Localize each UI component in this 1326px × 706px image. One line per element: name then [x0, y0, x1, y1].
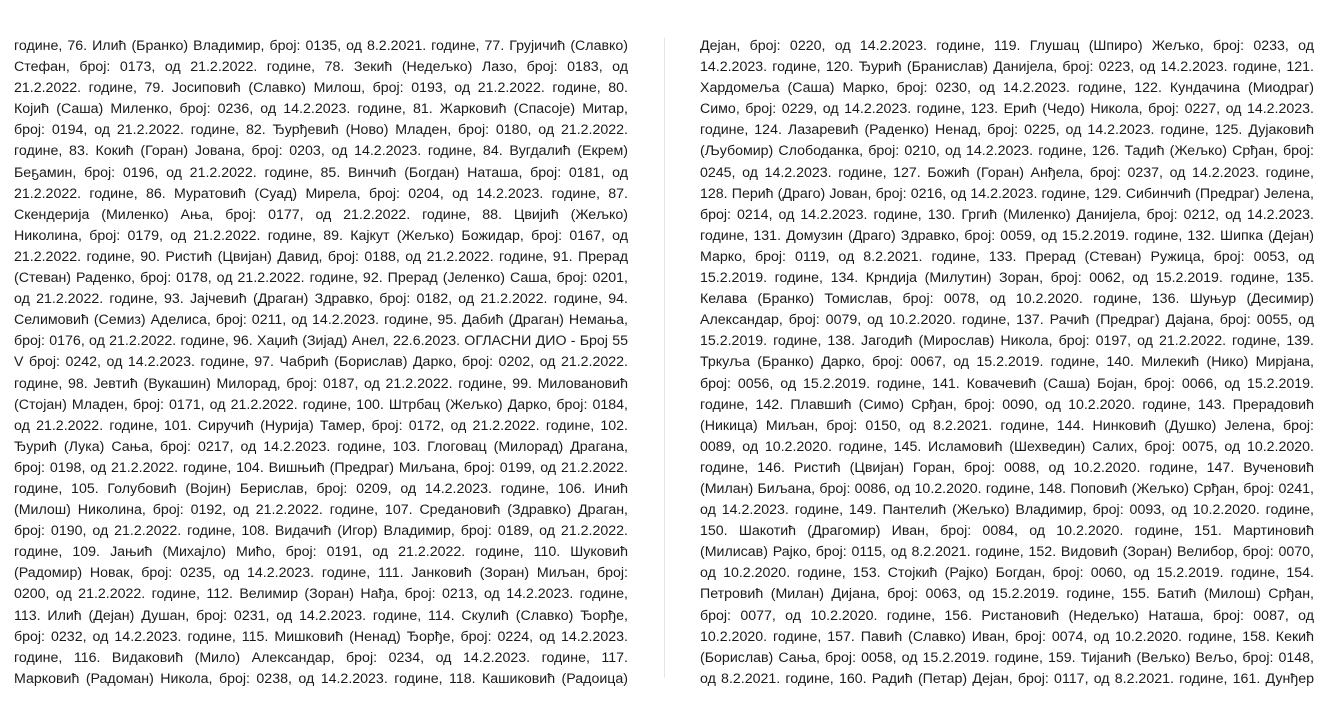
text-line: од 8.2.2021. године, 160. Радић (Петар) Дејан, број: 0117, од 8.2.2021. године, 161. Дунђер	[700, 670, 1314, 687]
text-line: (Милош) Николина, број: 0192, од 21.2.2022. године, 107. Средановић (Здравко) Драган,	[14, 502, 628, 519]
text-line: Николина, број: 0179, од 21.2.2022. године, 89. Кајкут (Жељко) Божидар, број: 0167, од	[14, 227, 628, 244]
text-line: Којић (Саша) Миленко, број: 0236, од 14.2.2023. године, 81. Жарковић (Спасоје) Митар,	[14, 101, 628, 118]
text-line: (Милан) Биљана, број: 0086, од 10.2.2020. године, 148. Поповић (Жељко) Срђан, број: 0241,	[700, 480, 1314, 497]
text-line: 0200, од 21.2.2022. године, 112. Велимир (Зоран) Нађа, број: 0213, од 14.2.2023. године,	[14, 586, 628, 603]
text-line: (Стојан) Младен, број: 0171, од 21.2.2022. године, 100. Штрбац (Жељко) Дарко, број: 0184,	[14, 396, 628, 413]
text-line: 150. Шакотић (Драгомир) Иван, број: 0084, од 10.2.2020. године, 151. Мартиновић	[700, 523, 1314, 540]
text-line: број: 0232, од 14.2.2023. године, 115. Мишковић (Ненад) Ђорђе, број: 0224, од 14.2.2023.	[14, 628, 628, 645]
text-line: број: 0176, од 21.2.2022. године, 96. Хаџић (Зијад) Анел, 22.6.2023. ОГЛАСНИ ДИО - Број 55	[14, 333, 628, 350]
text-line: (Љубомир) Слободанка, број: 0210, од 14.2.2023. године, 126. Тадић (Жељко) Срђан, број:	[700, 143, 1314, 160]
text-line: (Милисав) Рајко, број: 0115, од 8.2.2021. године, 152. Видовић (Зоран) Велибор, број: 0070,	[700, 544, 1314, 561]
text-line: (Борислав) Сања, број: 0058, од 15.2.2019. године, 159. Тијанић (Вељко) Вељо, број: 0148,	[700, 649, 1314, 666]
text-line: Петровић (Милан) Дијана, број: 0063, од 15.2.2019. године, 155. Батић (Милош) Срђан,	[700, 586, 1314, 603]
text-line: Скендерија (Миленко) Ања, број: 0177, од 21.2.2022. године, 88. Цвијић (Жељко)	[14, 206, 628, 223]
text-line: 113. Илић (Дејан) Душан, број: 0231, од 14.2.2023. године, 114. Скулић (Славко) Ђорђе,	[14, 607, 628, 624]
text-line: 15.2.2019. године, 134. Крндија (Милутин) Зоран, број: 0062, од 15.2.2019. године, 135.	[700, 270, 1314, 287]
text-line: од 10.2.2020. године, 153. Стојкић (Рајко) Богдан, број: 0060, од 15.2.2019. године, 154.	[700, 565, 1314, 582]
text-line: број: 0194, од 21.2.2022. године, 82. Ђурђевић (Ново) Младен, број: 0180, од 21.2.2022.	[14, 122, 628, 139]
right-text-column	[700, 36, 1314, 690]
text-line: број: 0198, од 21.2.2022. године, 104. Вишњић (Предраг) Миљана, број: 0199, од 21.2.2022.	[14, 459, 628, 476]
text-line: године, 124. Лазаревић (Раденко) Ненад, број: 0225, од 14.2.2023. године, 125. Дујаковић	[700, 122, 1314, 139]
text-line: (Стеван) Раденко, број: 0178, од 21.2.2022. године, 92. Прерад (Јеленко) Саша, број: 0201,	[14, 270, 628, 287]
text-line: године, 83. Кокић (Горан) Јована, број: 0203, од 14.2.2023. године, 84. Вугдалић (Екрем)	[14, 143, 628, 160]
text-line: Беҕамин, број: 0196, од 21.2.2022. године, 85. Винчић (Богдан) Наташа, број: 0181, од	[14, 164, 628, 181]
text-line: Ђурић (Лука) Сања, број: 0217, од 14.2.2023. године, 103. Глоговац (Милорад) Драгана,	[14, 438, 628, 455]
text-line: Александар, број: 0079, од 10.2.2020. године, 137. Рачић (Предраг) Дајана, број: 0055, од	[700, 312, 1314, 329]
column-divider	[664, 38, 665, 678]
text-line: 15.2.2019. године, 138. Јагодић (Мирослав) Никола, број: 0197, од 21.2.2022. године, 139.	[700, 333, 1314, 350]
text-line: Дејан, број: 0220, од 14.2.2023. године, 119. Глушац (Шпиро) Жељко, број: 0233, од	[700, 38, 1314, 54]
text-line: 21.2.2022. године, 79. Јосиповић (Славко) Милош, број: 0193, од 21.2.2022. године, 80.	[14, 80, 628, 97]
left-text-column	[14, 36, 628, 690]
text-line: од 21.2.2022. године, 101. Сиручић (Нурија) Тамер, број: 0172, од 21.2.2022. године, 102.	[14, 417, 628, 434]
text-line: Келава (Бранко) Томислав, број: 0078, од 10.2.2020. године, 136. Шуњур (Десимир)	[700, 291, 1314, 308]
text-line: године, 142. Плавшић (Симо) Срђан, број: 0090, од 10.2.2020. године, 143. Прерадовић	[700, 396, 1314, 413]
text-line: 21.2.2022. године, 90. Ристић (Цвијан) Давид, број: 0188, од 21.2.2022. године, 91. Прерад	[14, 248, 628, 265]
text-line: број: 0077, од 10.2.2020. године, 156. Ристановић (Недељко) Наташа, број: 0087, од	[700, 607, 1314, 624]
text-line: Симо, број: 0229, од 14.2.2023. године, 123. Ерић (Чедо) Никола, број: 0227, од 14.2.2023.	[700, 101, 1314, 118]
text-line: године, 76. Илић (Бранко) Владимир, број: 0135, од 8.2.2021. године, 77. Грујичић (Славко)	[14, 38, 628, 54]
text-line: 0089, од 10.2.2020. године, 145. Исламовић (Шехведин) Салих, број: 0075, од 10.2.2020.	[700, 438, 1314, 455]
text-line: 0245, од 14.2.2023. године, 127. Божић (Горан) Анђела, број: 0237, од 14.2.2023. године,	[700, 164, 1314, 181]
text-line: Марко, број: 0119, од 8.2.2021. године, 133. Прерад (Стеван) Ружица, број: 0053, од	[700, 248, 1314, 265]
text-line: број: 0190, од 21.2.2022. године, 108. Видачић (Игор) Владимир, број: 0189, од 21.2.2022.	[14, 523, 628, 540]
text-line: Хардомеља (Саша) Марко, број: 0230, од 14.2.2023. године, 122. Кундачина (Миодраг)	[700, 80, 1314, 97]
text-line: Селимовић (Семиз) Аделиса, број: 0211, од 14.2.2023. године, 95. Дабић (Драган) Немања,	[14, 312, 628, 329]
text-line: Тркуља (Бранко) Дарко, број: 0067, од 15.2.2019. године, 140. Милекић (Нико) Мирјана,	[700, 354, 1314, 371]
text-line: године, 146. Ристић (Цвијан) Горан, број: 0088, од 10.2.2020. године, 147. Вученовић	[700, 459, 1314, 476]
text-line: године, 131. Домузин (Драго) Здравко, број: 0059, од 15.2.2019. године, 132. Шипка (Дејан)	[700, 227, 1314, 244]
text-line: године, 109. Јањић (Михајло) Мићо, број: 0191, од 21.2.2022. године, 110. Шуковић	[14, 544, 628, 561]
text-line: Марковић (Радоман) Никола, број: 0238, од 14.2.2023. године, 118. Кашиковић (Радоица)	[14, 670, 628, 687]
text-line: од 21.2.2022. године, 93. Јајчевић (Драган) Здравко, број: 0182, од 21.2.2022. године, 94.	[14, 291, 628, 308]
text-line: Стефан, број: 0173, од 21.2.2022. године, 78. Зекић (Недељко) Лазо, број: 0183, од	[14, 59, 628, 76]
text-line: 10.2.2020. године, 157. Павић (Славко) Иван, број: 0074, од 10.2.2020. године, 158. Кекић	[700, 628, 1314, 645]
text-line: број: 0056, од 15.2.2019. године, 141. Ковачевић (Саша) Бојан, број: 0066, од 15.2.2019.	[700, 375, 1314, 392]
text-line: године, 116. Видаковић (Мило) Александар, број: 0234, од 14.2.2023. године, 117.	[14, 649, 628, 666]
text-line: V број: 0242, од 14.2.2023. године, 97. Чабрић (Борислав) Дарко, број: 0202, од 21.2.2022.	[14, 354, 628, 371]
text-line: (Радомир) Новак, број: 0235, од 14.2.2023. године, 111. Јанковић (Зоран) Миљан, број:	[14, 565, 628, 582]
text-line: године, 98. Јевтић (Вукашин) Милорад, број: 0187, од 21.2.2022. године, 99. Миловановић	[14, 375, 628, 392]
text-line: (Никица) Миљан, број: 0150, од 8.2.2021. године, 144. Нинковић (Душко) Јелена, број:	[700, 417, 1314, 434]
text-line: 128. Перић (Драго) Јован, број: 0216, од 14.2.2023. године, 129. Сибинчић (Предраг) Јелена,	[700, 185, 1314, 202]
text-line: 21.2.2022. године, 86. Муратовић (Суад) Мирела, број: 0204, од 14.2.2023. године, 87.	[14, 185, 628, 202]
text-line: 14.2.2023. године, 120. Ђурић (Бранислав) Данијела, број: 0223, од 14.2.2023. године, 121.	[700, 59, 1314, 76]
text-line: године, 105. Голубовић (Војин) Берислав, број: 0209, од 14.2.2023. године, 106. Инић	[14, 480, 628, 497]
text-line: број: 0214, од 14.2.2023. године, 130. Гргић (Миленко) Данијела, број: 0212, од 14.2.2023.	[700, 206, 1314, 223]
text-line: од 14.2.2023. године, 149. Пантелић (Жељко) Владимир, број: 0093, од 10.2.2020. године,	[700, 502, 1314, 519]
